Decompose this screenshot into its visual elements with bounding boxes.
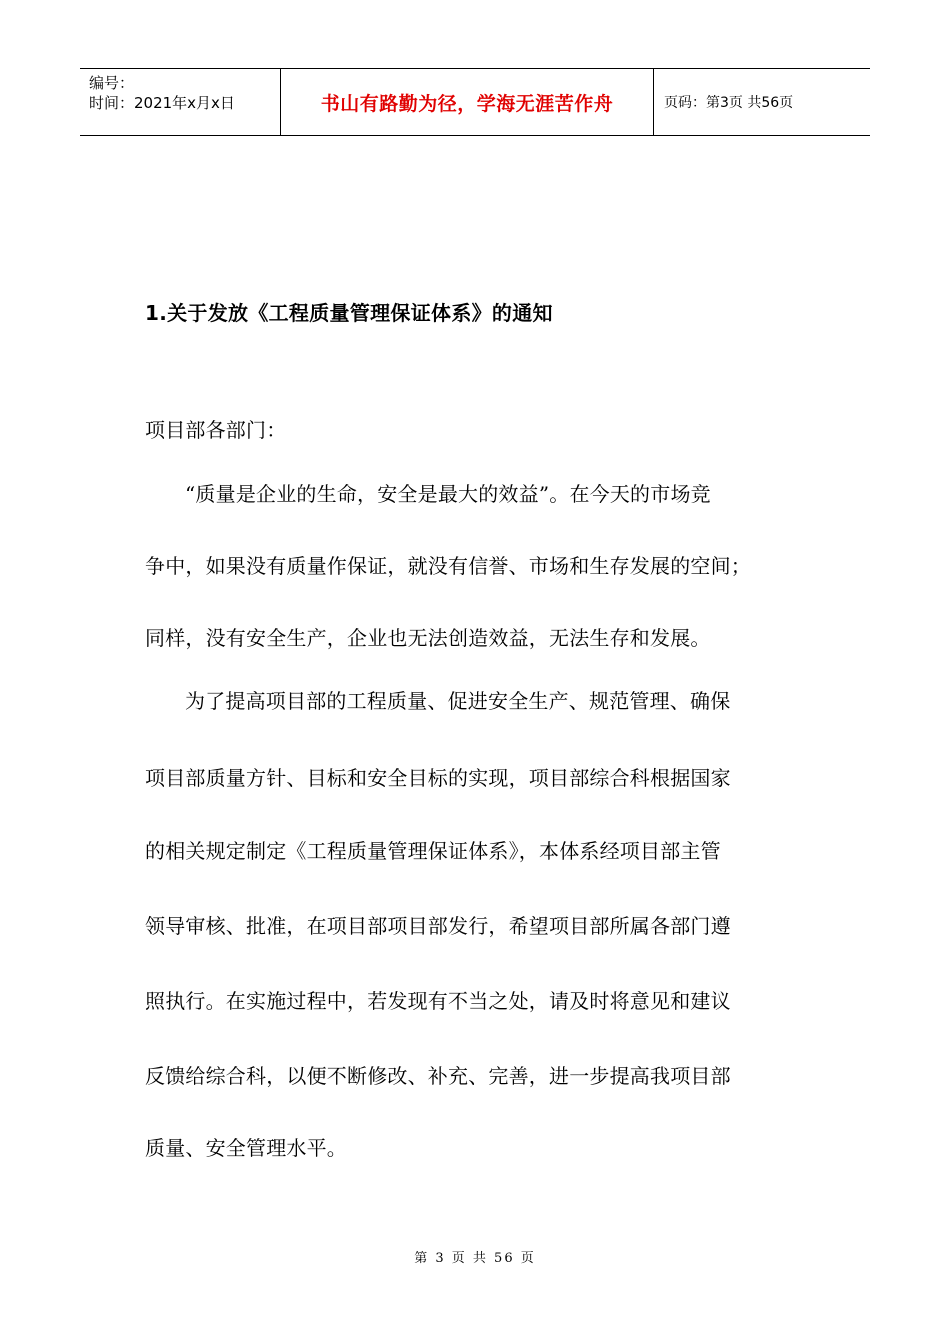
body-line: “质量是企业的生命，安全是最大的效益”。在今天的市场竞 — [185, 482, 711, 506]
motto-text: 书山有路勤为径，学海无涯苦作舟 — [320, 92, 614, 115]
document-number-label: 编号： — [89, 74, 135, 92]
header-motto-cell — [281, 69, 654, 135]
body-line: 领导审核、批准，在项目部项目部发行，希望项目部所属各部门遵 — [145, 914, 731, 938]
document-title: 1.关于发放《工程质量管理保证体系》的通知 — [145, 301, 553, 325]
body-line: 反馈给综合科，以便不断修改、补充、完善，进一步提高我项目部 — [145, 1064, 731, 1088]
page-footer: 第 3 页 共 56 页 — [414, 1251, 536, 1266]
header-page-info: 页码：第3页 共56页 — [664, 95, 794, 111]
body-line: 同样，没有安全生产，企业也无法创造效益，无法生存和发展。 — [145, 626, 711, 650]
header-meta-cell — [80, 69, 281, 135]
body-line: 为了提高项目部的工程质量、促进安全生产、规范管理、确保 — [185, 689, 731, 713]
body-line: 照执行。在实施过程中，若发现有不当之处，请及时将意见和建议 — [145, 989, 731, 1013]
body-line: 的相关规定制定《工程质量管理保证体系》，本体系经项目部主管 — [145, 839, 721, 863]
body-line: 争中，如果没有质量作保证，就没有信誉、市场和生存发展的空间； — [145, 554, 751, 578]
header-page-cell — [654, 69, 870, 135]
body-line: 项目部质量方针、目标和安全目标的实现，项目部综合科根据国家 — [145, 766, 731, 790]
body-line: 质量、安全管理水平。 — [145, 1136, 347, 1160]
salutation: 项目部各部门： — [145, 418, 287, 442]
document-time-label: 时间：2021年x月x日 — [89, 94, 235, 112]
header-table — [80, 68, 870, 136]
